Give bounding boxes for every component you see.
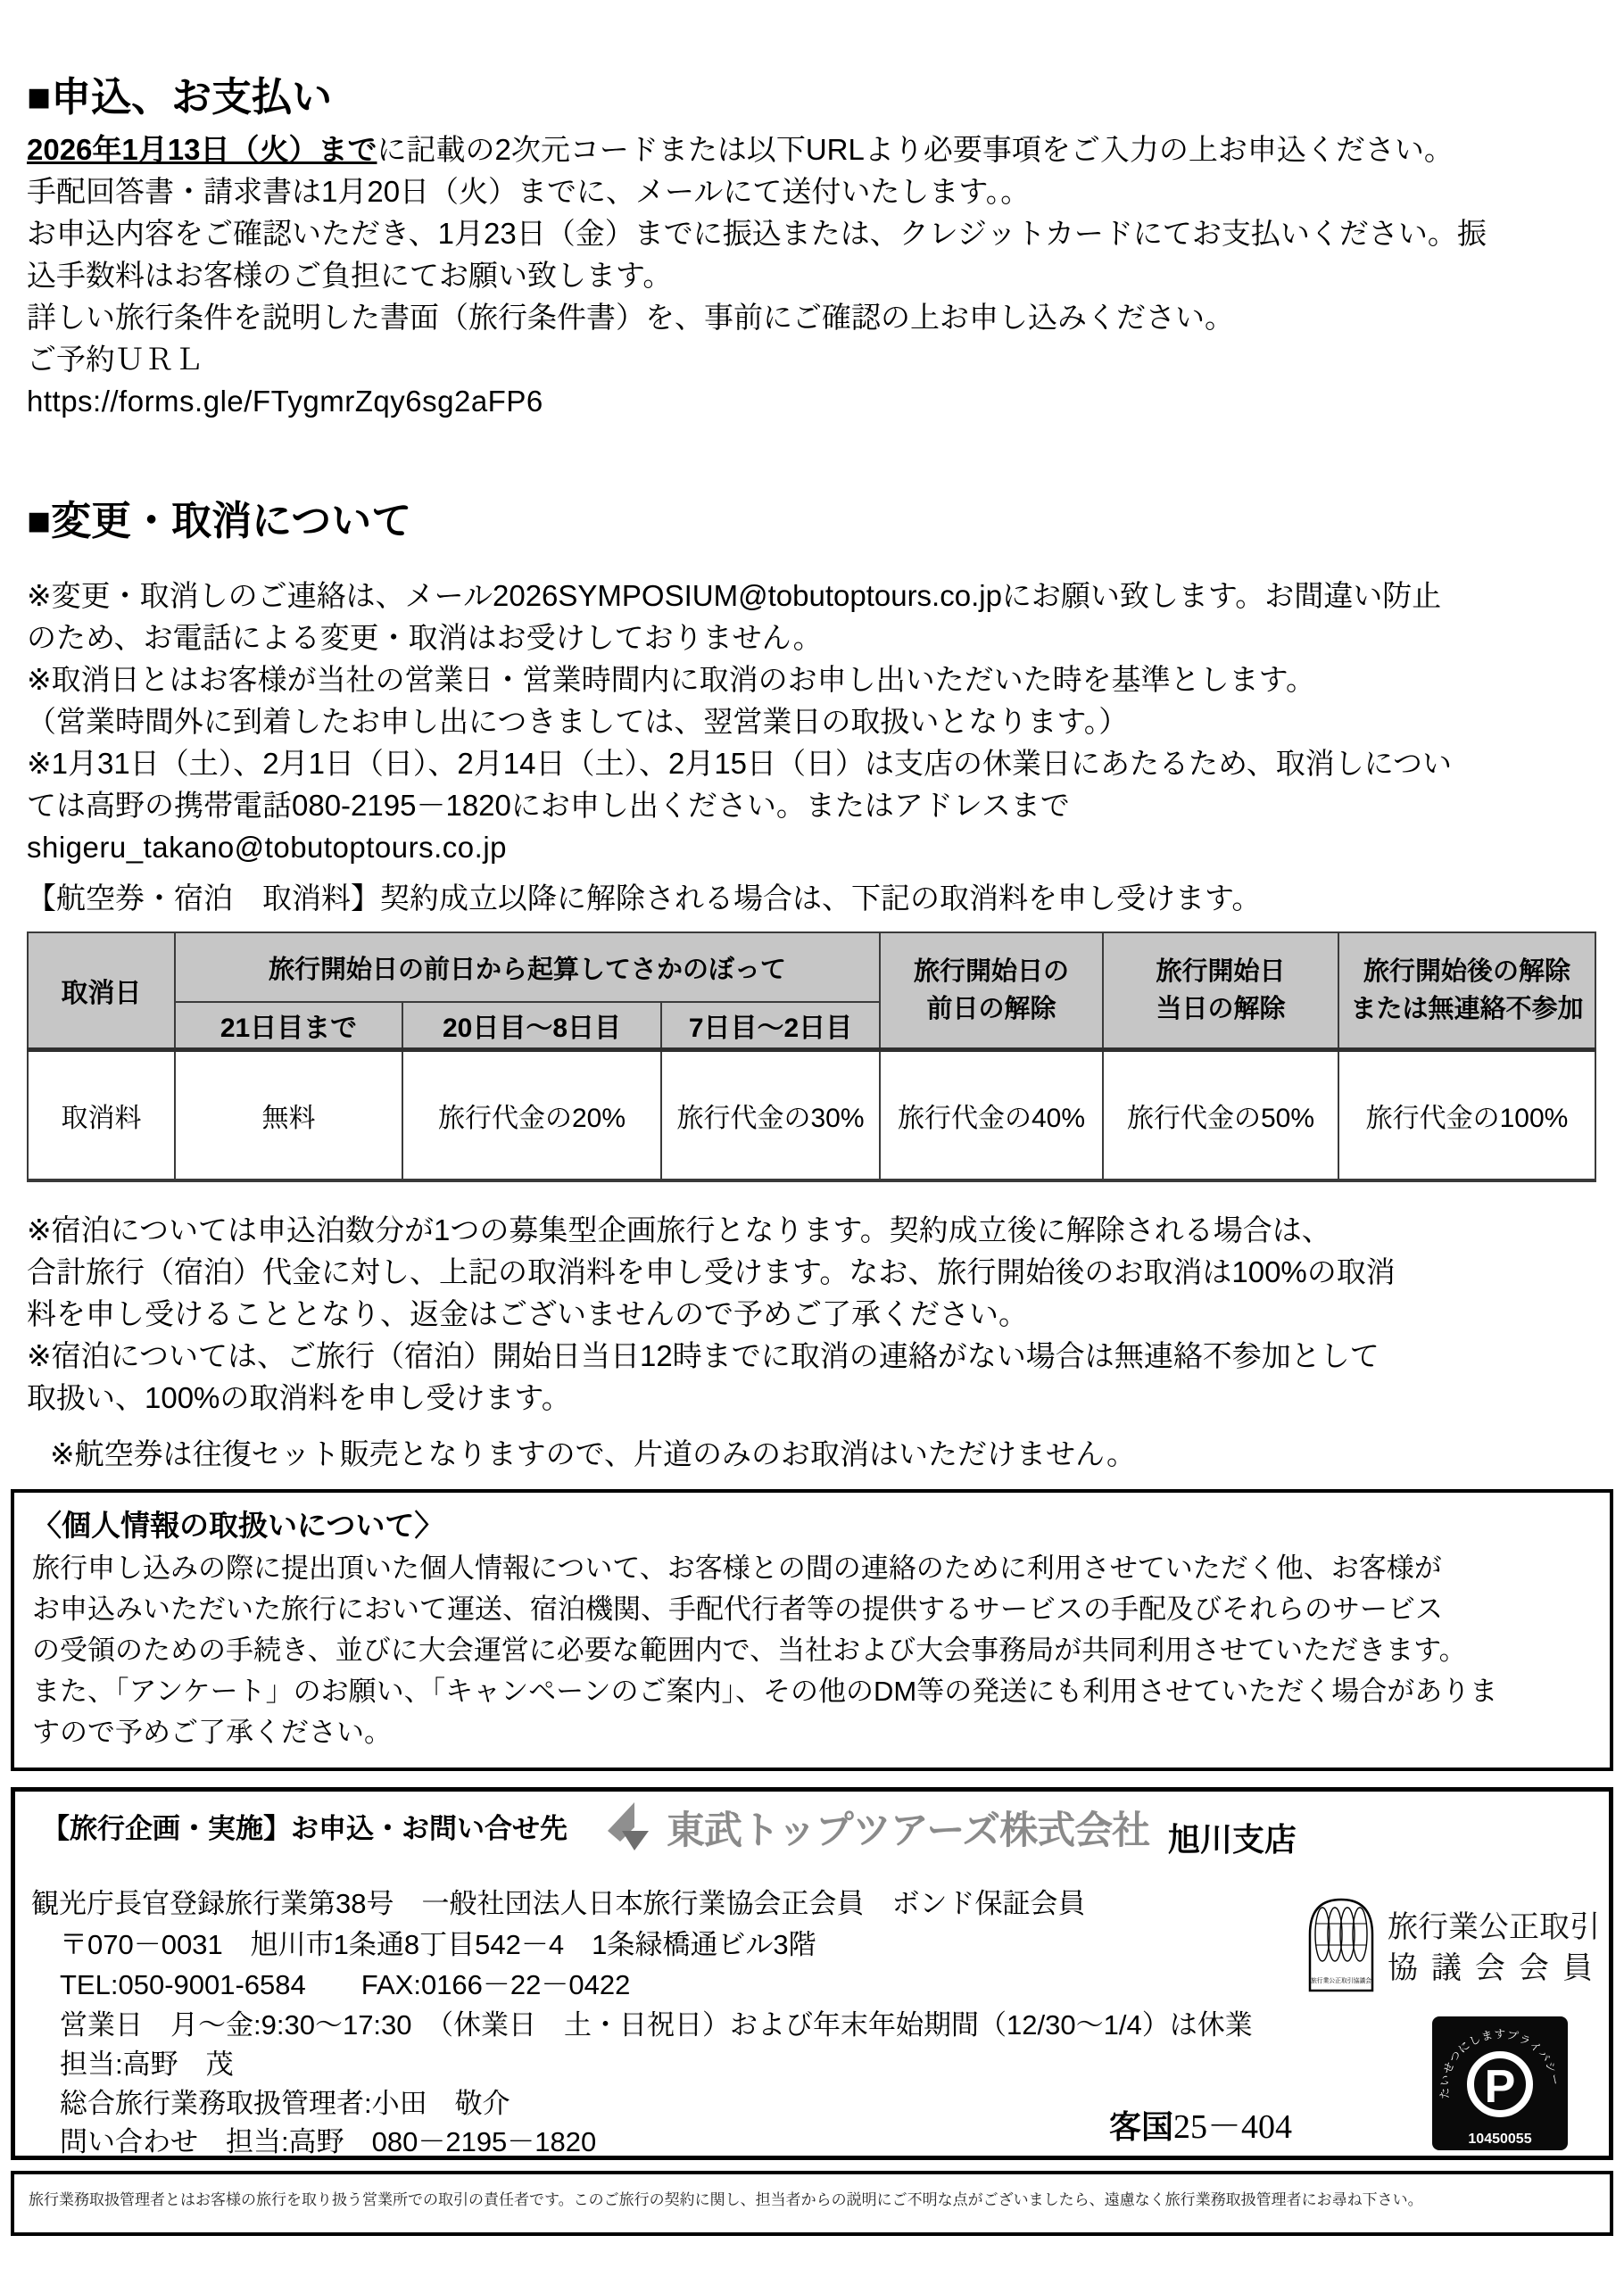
table-row <box>28 1050 1595 1181</box>
apply-section-heading: ■申込、お支払い <box>27 74 333 120</box>
privacy-mark-arc-text: たいせつにしますプライバシー <box>1438 2028 1562 2100</box>
company-name: 東武トップツアーズ株式会社 <box>667 1809 1150 1852</box>
license-prefix: 客国 <box>1109 2108 1174 2145</box>
fee-cell: 旅行代金の30% <box>661 1050 880 1181</box>
table-header-after-start <box>1338 932 1595 1050</box>
note-line: ※宿泊については申込泊数分が1つの募集型企画旅行となります。契約成立後に解除される場合は、 <box>27 1213 1331 1246</box>
fee-cell: 旅行代金の100% <box>1338 1050 1595 1181</box>
fee-cell: 無料 <box>175 1050 402 1181</box>
change-line: のため、お電話による変更・取消はお受けしておりません。 <box>27 621 823 654</box>
fair-trade-line2: 協議会会員 <box>1388 1950 1606 1985</box>
staff-line: 担当:高野 茂 <box>60 2049 234 2080</box>
personal-info-line: お申込みいただいた旅行において運送、宿泊機関、手配代行者等の提供するサービスの手配及びそれらのサービス <box>32 1594 1443 1625</box>
cancellation-notes <box>27 1209 1599 1475</box>
change-section-heading: ■変更・取消について <box>27 497 412 543</box>
reservation-url-label: ご予約ＵＲＬ <box>27 342 203 376</box>
travel-manager-line: 総合旅行業務取扱管理者:小田 敬介 <box>60 2088 510 2119</box>
reservation-url: https://forms.gle/FTygmrZqy6sg2aFP6 <box>27 384 543 418</box>
privacy-mark-letter: P <box>1484 2061 1516 2113</box>
table-header-line: 旅行開始後の解除 <box>1363 957 1570 986</box>
table-corner-header: 取消日 <box>28 932 175 1050</box>
fair-trade-mark-caption: 旅行業公正取引協議会 <box>1311 1978 1371 1984</box>
fair-trade-council-icon <box>1307 1897 1375 1998</box>
inquiry-contact-line: 問い合わせ 担当:高野 080－2195－1820 <box>60 2126 597 2157</box>
fine-print-box <box>11 2171 1613 2236</box>
table-header-line: または無連絡不参加 <box>1350 995 1584 1023</box>
change-line: ※変更・取消しのご連絡は、メール2026SYMPOSIUM@tobutoptours.co.jpにお願い致します。お間違い防止 <box>27 579 1442 612</box>
fair-trade-membership <box>1307 1897 1606 1998</box>
apply-line: 手配回答書・請求書は1月20日（火）までに、メールにて送付いたします。。 <box>27 174 1031 208</box>
table-header-prev-day <box>880 932 1103 1050</box>
fine-print-text: 旅行業務取扱管理者とはお客様の旅行を取り扱う営業所での取引の責任者です。このご旅行の契約に関し、担当者からの説明にご不明な点がございましたら、遠慮なく旅行業務取扱管理者にお尋ね下さい。 <box>29 2191 1423 2208</box>
change-line: ※1月31日（土）、2月1日（日）、2月14日（土）、2月15日（日）は支店の休業日にあたるため、取消しについ <box>27 747 1453 780</box>
table-group-header: 旅行開始日の前日から起算してさかのぼって <box>175 932 880 1002</box>
cancel-contact-email: shigeru_takano@tobutoptours.co.jp <box>27 831 508 864</box>
change-line: ては高野の携帯電話080-2195－1820にお申し出ください。またはアドレスまで <box>27 789 1070 822</box>
table-subheader-21days: 21日目まで <box>175 1002 402 1050</box>
table-subheader-20-8days: 20日目～8日目 <box>402 1002 661 1050</box>
registration-line: 観光庁長官登録旅行業第38号 一般社団法人日本旅行業協会正会員 ボンド保証会員 <box>31 1888 1086 1919</box>
tobu-top-tours-logo-icon <box>604 1799 656 1857</box>
apply-line-deadline <box>27 128 1599 170</box>
table-header-same-day <box>1103 932 1338 1050</box>
cancellation-fee-table <box>27 931 1596 1182</box>
company-logo <box>604 1799 1149 1857</box>
apply-section-body <box>27 128 1599 422</box>
note-line: 合計旅行（宿泊）代金に対し、上記の取消料を申し受けます。なお、旅行開始後のお取消は100%の取消 <box>27 1255 1396 1288</box>
note-line: 取扱い、100%の取消料を申し受けます。 <box>27 1381 571 1414</box>
fee-cell: 旅行代金の50% <box>1103 1050 1338 1181</box>
table-header-line: 前日の解除 <box>926 995 1056 1023</box>
fee-cell: 旅行代金の20% <box>402 1050 661 1181</box>
apply-line: お申込内容をご確認いただき、1月23日（金）までに振込または、クレジットカードにてお支払いください。振 <box>27 216 1487 250</box>
organizer-label: 【旅行企画・実施】お申込・お問い合せ先 <box>42 1813 568 1844</box>
table-subheader-7-2days: 7日目～2日目 <box>661 1002 880 1050</box>
fee-cell: 旅行代金の40% <box>880 1050 1103 1181</box>
business-hours-line: 営業日 月～金:9:30～17:30 （休業日 土・日祝日）および年末年始期間（12/30～1/4）は休業 <box>60 2009 1253 2041</box>
personal-info-line: すので予めご了承ください。 <box>32 1717 392 1748</box>
cancel-fee-intro: 【航空券・宿泊 取消料】契約成立以降に解除される場合は、下記の取消料を申し受けます。 <box>27 882 1262 915</box>
air-ticket-note: ※航空券は往復セット販売となりますので、片道のみのお取消はいただけません。 <box>50 1437 1136 1470</box>
license-number <box>1109 2099 1292 2148</box>
company-contact-box <box>11 1787 1613 2160</box>
personal-info-line: また、「アンケート」のお願い、「キャンペーンのご案内」、その他のDM等の発送にも利用させていただく場合がありま <box>32 1676 1498 1707</box>
note-line: 料を申し受けることとなり、返金はございませんので予めご了承ください。 <box>27 1297 1028 1330</box>
apply-line1-rest: に記載の2次元コードまたは以下URLより必要事項をご入力の上お申込ください。 <box>377 132 1454 166</box>
change-line: ※取消日とはお客様が当社の営業日・営業時間内に取消のお申し出いただいた時を基準とします。 <box>27 663 1316 696</box>
note-line: ※宿泊については、ご旅行（宿泊）開始日当日12時までに取消の連絡がない場合は無連絡不参加として <box>27 1339 1380 1372</box>
table-header-line: 旅行開始日 <box>1156 957 1286 986</box>
personal-info-box <box>11 1489 1613 1771</box>
personal-info-line: の受領のための手続き、並びに大会運営に必要な範囲内で、当社および大会事務局が共同利用させていただきます。 <box>32 1635 1467 1666</box>
privacy-mark-number: 10450055 <box>1468 2132 1532 2147</box>
fee-row-label: 取消料 <box>28 1050 175 1181</box>
fair-trade-text <box>1388 1907 1606 1989</box>
privacy-mark <box>1432 2016 1568 2155</box>
address-line: 〒070－0031 旭川市1条通8丁目542－4 1条緑橋通ビル3階 <box>60 1929 816 1960</box>
table-header-line: 当日の解除 <box>1156 995 1286 1023</box>
apply-deadline-emphasis: 2026年1月13日（火）まで <box>27 132 377 166</box>
change-line: （営業時間外に到着したお申し出につきましては、翌営業日の取扱いとなります。） <box>27 705 1129 738</box>
apply-line: 詳しい旅行条件を説明した書面（旅行条件書）を、事前にご確認の上お申し込みください。 <box>27 300 1234 334</box>
table-header-line: 旅行開始日の <box>913 957 1069 986</box>
tel-fax-line: TEL:050-9001-6584 FAX:0166－22－0422 <box>60 1969 631 2000</box>
personal-info-title: 〈個人情報の取扱いについて〉 <box>32 1509 444 1542</box>
apply-line: 込手数料はお客様のご負担にてお願い致します。 <box>27 258 673 292</box>
change-section-body <box>27 575 1599 868</box>
fair-trade-line1: 旅行業公正取引 <box>1388 1909 1600 1944</box>
license-digits: 25－404 <box>1173 2108 1293 2146</box>
personal-info-line: 旅行申し込みの際に提出頂いた個人情報について、お客様との間の連絡のために利用させていただく他、お客様が <box>32 1552 1442 1584</box>
branch-name: 旭川支店 <box>1168 1821 1297 1858</box>
